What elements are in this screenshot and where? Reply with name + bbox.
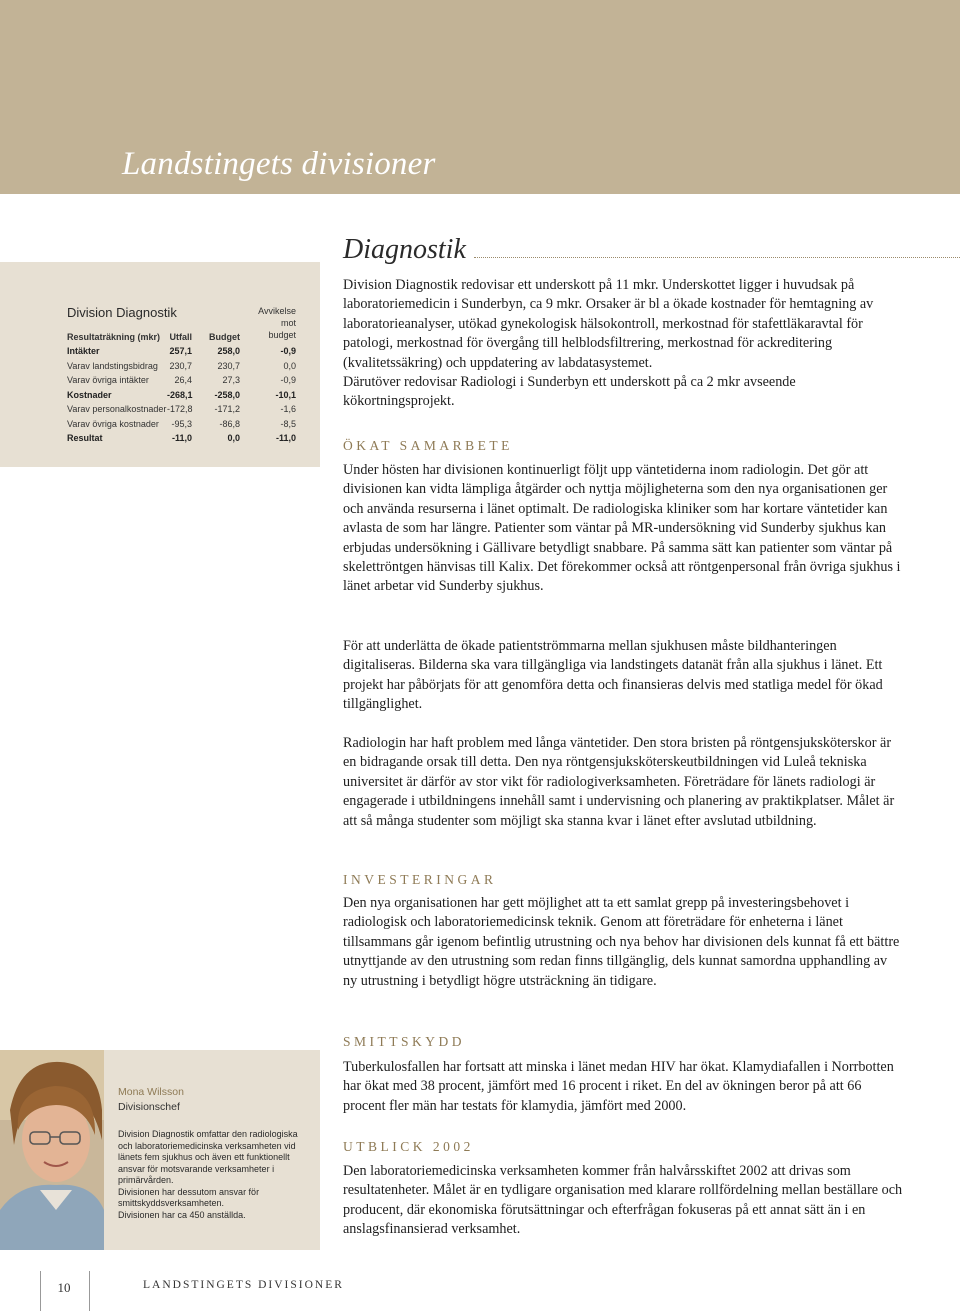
table-cell: 0,0 <box>283 360 296 371</box>
table-cell: -8,5 <box>280 418 296 429</box>
table-cell: Varav landstingsbidrag <box>67 360 158 371</box>
table-header-row <box>67 332 300 346</box>
table-cell: -86,8 <box>219 418 240 429</box>
table-cell: -171,2 <box>214 404 240 414</box>
page-number: 10 <box>57 1280 71 1295</box>
okat-text <box>343 461 903 597</box>
caption-panel <box>104 1050 320 1250</box>
paragraph: Radiologin har haft problem med långa väntetider. Den stora bristen på röntgensjuksköterskor är en bidragande orsak till detta. Den nya röntgensjuksköterskeutbildningen vid Luleå tekniska universitet är därför av stor vikt för radiologiverksamheten. Företrädare för länets radiologi är engagerade i utbildningens innehåll samt i undervisning och planering av praktikplatser. Målet är att så många studenter som möjligt ska stanna kvar i länet efter avslutad utbildning. <box>343 735 895 829</box>
table-row <box>67 346 300 360</box>
table-cell: Resultat <box>67 433 103 443</box>
caption-text: Division Diagnostik omfattar den radiologiska och laboratoriemedicinska verksamheten vid länets fem sjukhus och även ett funktionellt ansvar för motsvarande verksamheter i primärvården. Divisionen har dessutom ansvar för smittskyddsverksamheten. Divisionen har ca 450 anställda. <box>118 1129 298 1220</box>
table-cell: Varav personalkostnader <box>67 404 167 414</box>
table-cell: -0,9 <box>280 375 296 385</box>
portrait-photo <box>0 1050 104 1250</box>
subheading-utblick: UTBLICK 2002 <box>343 1139 474 1154</box>
table-cell: Kostnader <box>67 389 112 400</box>
portrait-image <box>0 1050 104 1250</box>
paragraph: Den laboratoriemedicinska verksamheten kommer från halvårsskiftet 2002 att drivas som resultatenheter. Målet är en tydligare organisation med klarare rollfördelning mellan beställare och producent, där ekonomiska förutsättningar och efterfrågan fokuseras på ett annat sätt än i en anslagsfinansierad verksamhet. <box>343 1163 903 1238</box>
paragraph: Tuberkulosfallen har fortsatt att minska i länet medan HIV har ökat. Klamydiafallen i Norrbotten har ökat med 38 procent, jämfört med 16 procent i riket. En del av ökningen beror på att 66 procent fler män har testats för klamydia, jämfört med 2000. <box>343 1059 894 1114</box>
table-row <box>67 375 300 389</box>
table-cell: 27,3 <box>222 375 240 385</box>
column-header: Budget <box>209 332 240 342</box>
table-cell: 258,0 <box>217 346 240 356</box>
table-cell: -268,1 <box>167 389 193 400</box>
subheading-smittskydd: SMITTSKYDD <box>343 1034 466 1049</box>
heading-divider <box>474 257 960 258</box>
table-cell: Intäkter <box>67 346 100 356</box>
table-row <box>67 404 300 418</box>
investeringar-text <box>343 894 903 991</box>
subheading-investeringar: INVESTERINGAR <box>343 872 497 887</box>
paragraph: För att underlätta de ökade patientströmmarna mellan sjukhusen måste bildhanteringen digitaliseras. Bilderna ska vara tillgängliga via landstingets datanät från alla sjukhus i länet. Ett projekt har påbörjats för att genomföra detta och finansieras delvis med statliga medel för ökad tillgänglighet. <box>343 638 883 713</box>
table-cell: -11,0 <box>275 433 296 443</box>
table-row <box>67 419 300 433</box>
paragraph: Division Diagnostik redovisar ett underskott på 11 mkr. Underskottet ligger i huvudsak på laboratoriemedicin i Sunderbyn, ca 9 mkr. Orsaker är bl a ökade kostnader för hemtagning av laboratorieanalyser, utökad gynekologisk hälsokontroll, merkostnad för stafettläkaravtal för patologi, merkostnad för övergång till helblodsfiltrering, merkostnad för ackreditering (kvalitetssäkring) och uppdatering av labdatasystemet. <box>343 277 874 371</box>
table-cell: -258,0 <box>214 389 240 400</box>
okat-text-3 <box>343 734 903 831</box>
intro-text <box>343 276 903 412</box>
okat-text-2 <box>343 637 903 715</box>
table-cell: -95,3 <box>171 418 192 429</box>
division-heading: Diagnostik <box>343 234 466 265</box>
deviation-header: Avvikelse mot budget <box>258 306 296 340</box>
column-header: Resultaträkning (mkr) <box>67 332 161 342</box>
footer-title: LANDSTINGETS DIVISIONER <box>143 1279 344 1291</box>
table-row <box>67 361 300 375</box>
utblick-text <box>343 1162 903 1240</box>
person-name: Mona Wilsson <box>118 1086 184 1098</box>
header-band <box>0 0 960 194</box>
table-cell: -10,1 <box>275 389 296 400</box>
table-cell: 230,7 <box>217 360 240 371</box>
table-cell: -1,6 <box>280 404 296 414</box>
paragraph: Under hösten har divisionen kontinuerligt följt upp väntetiderna inom radiologin. Det gör att divisionen kan vidta lämpliga åtgärder och nyttja möjligheterna som den nya organisationen ger och använda resurserna i länet optimalt. De radiologiska kliniker som har kortare väntetider kan avlasta de som har längre. Patienter som väntar på MR-undersökning vid Sunderby sjukhus kan erbjudas undersökning i Gällivare betydligt snabbare. På samma sätt kan patienter som väntar på skelettröntgen hänvisas till Kalix. Det förekommer också att röntgenpersonal från övriga sjukhus i länet arbetar vid Sunderby sjukhus. <box>343 462 901 595</box>
person-role: Divisionschef <box>118 1101 180 1113</box>
table-cell: 26,4 <box>174 375 192 385</box>
paragraph: Den nya organisationen har gett möjlighet att ta ett samlat grepp på investeringsbehovet i radiologisk och laboratoriemedicinsk teknik. Genom att företrädare för enheterna i länet tillsammans går igenom befintlig utrustning och nya behov har divisionen dels kunnat få ett bättre utnyttjande av den utrustning som redan finns tillgänglig, dels kunnat samordna upphandling av ny utrustning i betydligt högre utsträckning än tidigare. <box>343 895 900 989</box>
section-title: Landstingets divisioner <box>122 146 436 182</box>
table-row <box>67 433 300 447</box>
table-cell: 230,7 <box>169 360 192 371</box>
subheading-okat-samarbete: ÖKAT SAMARBETE <box>343 438 513 453</box>
table-cell: 0,0 <box>227 433 240 443</box>
table-cell: 257,1 <box>169 346 192 356</box>
table-cell: -11,0 <box>171 433 192 443</box>
table-cell: Varav övriga intäkter <box>67 375 149 385</box>
table-cell: -0,9 <box>280 346 296 356</box>
column-header: Utfall <box>169 332 192 342</box>
financial-table <box>0 262 320 467</box>
table-cell: Varav övriga kostnader <box>67 418 159 429</box>
table-row <box>67 390 300 404</box>
paragraph: Därutöver redovisar Radiologi i Sunderbyn ett underskott på ca 2 mkr avseende kökortningsprojekt. <box>343 374 796 410</box>
table-title: Division Diagnostik <box>67 305 177 320</box>
smittskydd-text <box>343 1058 903 1116</box>
table-cell: -172,8 <box>167 404 193 414</box>
